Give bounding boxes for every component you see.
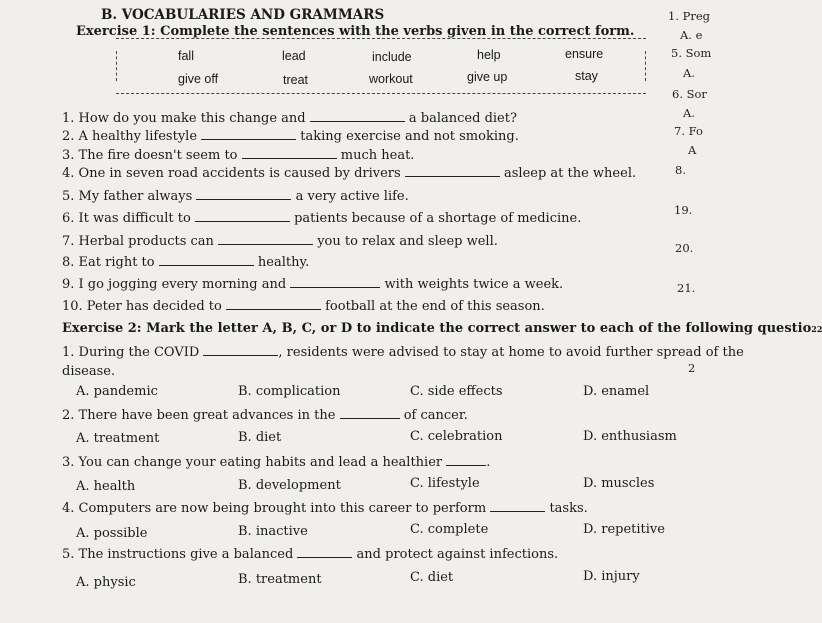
word-box-item: fall	[178, 49, 194, 63]
answer-blank[interactable]	[446, 454, 486, 466]
option[interactable]: B. diet	[238, 430, 282, 445]
exercise1-item-9: 9. I go jogging every morning and with weights twice a week.	[62, 277, 564, 292]
option[interactable]: D. injury	[583, 569, 640, 584]
exercise1-item-5: 5. My father always a very active life.	[62, 189, 409, 204]
answer-blank[interactable]	[340, 407, 400, 419]
exercise2-question-4: 4. Computers are now being brought into this career to perform tasks.	[62, 501, 588, 516]
option[interactable]: B. complication	[238, 384, 341, 399]
option[interactable]: B. inactive	[238, 524, 308, 539]
right-edge-fragment: A. e	[680, 28, 703, 42]
word-box-item: ensure	[565, 47, 604, 61]
answer-blank[interactable]	[201, 128, 296, 140]
exercise1-item-4: 4. One in seven road accidents is caused by drivers asleep at the wheel.	[62, 166, 637, 181]
option[interactable]: B. treatment	[238, 572, 322, 587]
exercise1-item-1: 1. How do you make this change and a balanced diet?	[62, 111, 517, 126]
option[interactable]: C. celebration	[410, 429, 503, 444]
word-box-item: lead	[282, 49, 306, 63]
exercise1-item-3: 3. The fire doesn't seem to much heat.	[62, 148, 415, 163]
exercise1-heading: Exercise 1: Complete the sentences with the verbs given in the correct form.	[76, 24, 635, 39]
answer-blank[interactable]	[159, 254, 254, 266]
answer-blank[interactable]	[196, 188, 291, 200]
exercise2-question-5: 5. The instructions give a balanced and protect against infections.	[62, 547, 559, 562]
answer-blank[interactable]	[297, 546, 352, 558]
answer-blank[interactable]	[226, 298, 321, 310]
answer-blank[interactable]	[195, 210, 290, 222]
section-title: B. VOCABULARIES AND GRAMMARS	[101, 7, 385, 23]
exercise2-question-3: 3. You can change your eating habits and lead a healthier .	[62, 455, 491, 470]
word-box-item: treat	[283, 73, 309, 87]
answer-blank[interactable]	[290, 276, 380, 288]
right-edge-fragment: 5. Som	[671, 46, 712, 60]
answer-blank[interactable]	[310, 110, 405, 122]
option[interactable]: D. enthusiasm	[583, 429, 677, 444]
exercise2-heading: Exercise 2: Mark the letter A, B, C, or D to indicate the correct answer to each of the following questio22	[62, 321, 822, 336]
answer-blank[interactable]	[405, 165, 500, 177]
word-box-item: give off	[178, 72, 219, 86]
right-edge-fragment: A.	[683, 106, 695, 120]
right-edge-fragment: A	[688, 143, 697, 157]
word-box-item: stay	[575, 69, 598, 83]
option[interactable]: B. development	[238, 478, 341, 493]
answer-blank[interactable]	[242, 147, 337, 159]
option[interactable]: D. muscles	[583, 476, 655, 491]
right-edge-fragment: 7. Fo	[674, 124, 703, 138]
right-edge-fragment: 2	[688, 361, 696, 375]
option[interactable]: A. physic	[76, 575, 136, 590]
word-box-item: give up	[467, 70, 508, 84]
exercise2-question-1-continued: disease.	[62, 364, 116, 379]
right-edge-fragment: 21.	[677, 281, 696, 295]
right-edge-fragment: 6. Sor	[672, 87, 707, 101]
option[interactable]: C. lifestyle	[410, 476, 480, 491]
option[interactable]: C. complete	[410, 522, 489, 537]
right-edge-fragment: 8.	[675, 163, 686, 177]
exercise1-item-10: 10. Peter has decided to football at the end of this season.	[62, 299, 545, 314]
word-box-item: include	[372, 50, 412, 64]
right-edge-fragment: 20.	[675, 241, 694, 255]
right-edge-fragment: A.	[683, 66, 695, 80]
option[interactable]: A. pandemic	[76, 384, 158, 399]
option[interactable]: C. diet	[410, 570, 454, 585]
option[interactable]: C. side effects	[410, 384, 503, 399]
word-box-item: help	[477, 48, 501, 62]
option[interactable]: A. treatment	[76, 431, 160, 446]
answer-blank[interactable]	[203, 344, 278, 356]
answer-blank[interactable]	[490, 500, 545, 512]
option[interactable]: A. possible	[76, 526, 148, 541]
option[interactable]: D. repetitive	[583, 522, 665, 537]
right-edge-fragment: 19.	[674, 203, 693, 217]
right-edge-fragment: 1. Preg	[668, 9, 711, 23]
exercise1-item-2: 2. A healthy lifestyle taking exercise and not smoking.	[62, 129, 519, 144]
option[interactable]: A. health	[76, 479, 136, 494]
option[interactable]: D. enamel	[583, 384, 650, 399]
exercise1-item-7: 7. Herbal products can you to relax and sleep well.	[62, 234, 498, 249]
answer-blank[interactable]	[218, 233, 313, 245]
word-box-item: workout	[369, 72, 413, 86]
exercise1-item-8: 8. Eat right to healthy.	[62, 255, 310, 270]
exercise2-question-1: 1. During the COVID , residents were advised to stay at home to avoid further spread of the	[62, 345, 744, 360]
exercise2-question-2: 2. There have been great advances in the of cancer.	[62, 408, 468, 423]
exercise1-item-6: 6. It was difficult to patients because of a shortage of medicine.	[62, 211, 582, 226]
